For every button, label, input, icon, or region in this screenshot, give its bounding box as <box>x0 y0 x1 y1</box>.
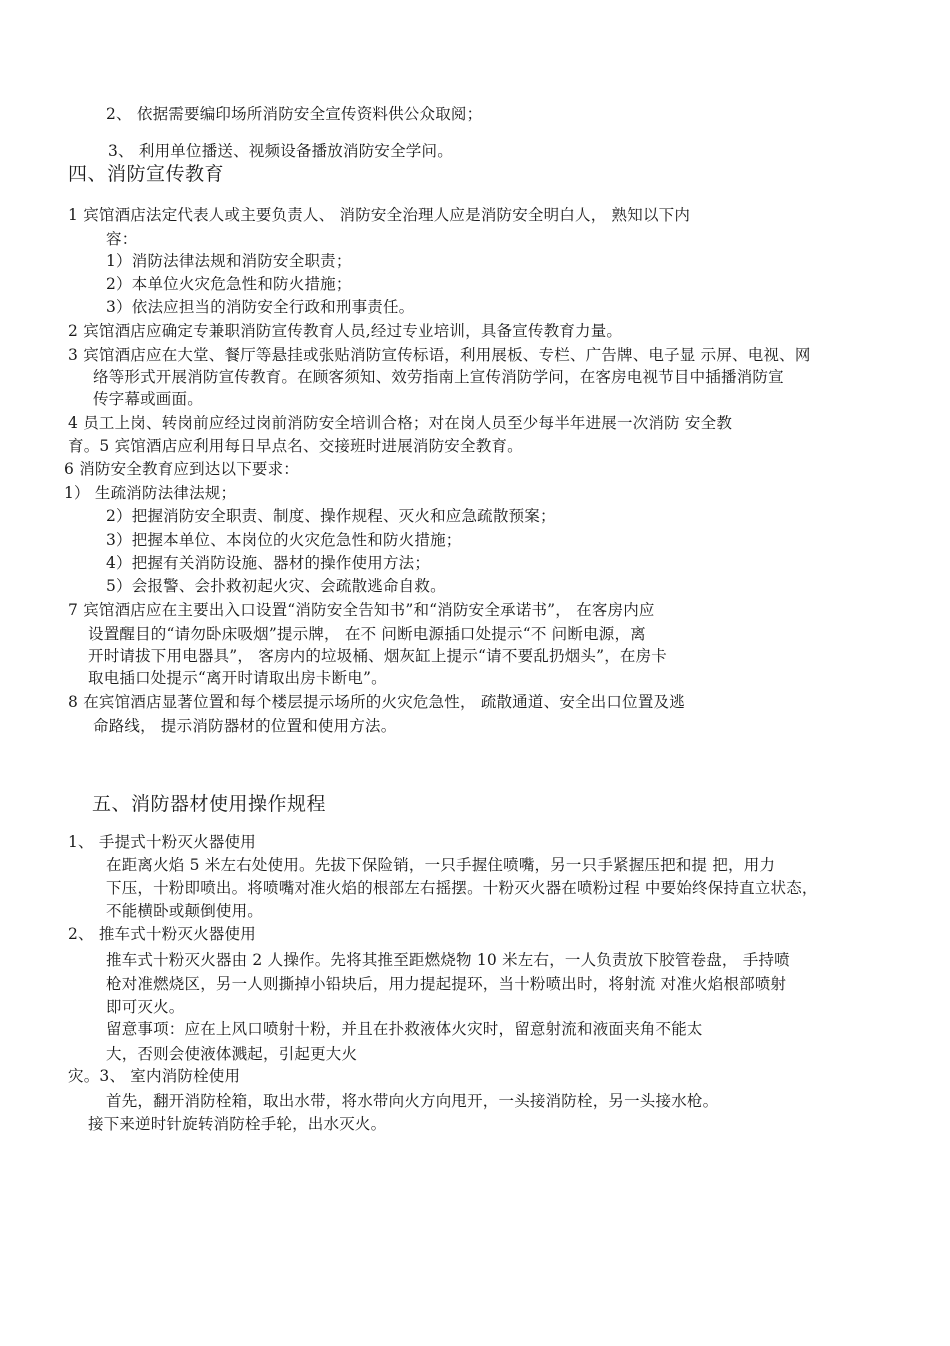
paragraph-line: 传字幕或画面。 <box>93 390 203 408</box>
list-item: 4）把握有关消防设施、器材的操作使用方法； <box>106 554 431 572</box>
section-heading: 五、消防器材使用操作规程 <box>92 793 327 815</box>
paragraph-line: 留意事项：应在上风口喷射十粉，并且在扑救液体火灾时，留意射流和液面夹角不能太 <box>106 1020 703 1038</box>
list-item-title: 灾。3、 室内消防栓使用 <box>68 1067 241 1085</box>
section-heading: 四、消防宣传教育 <box>68 163 225 185</box>
list-item: 1）消防法律法规和消防安全职责； <box>106 252 352 270</box>
list-item: 3、 利用单位播送、视频设备播放消防安全学问。 <box>108 142 453 160</box>
paragraph-line: 8 在宾馆酒店显著位置和每个楼层提示场所的火灾危急性， 疏散通道、安全出口位置及逃 <box>68 693 685 711</box>
paragraph-line: 7 宾馆酒店应在主要出入口设置“消防安全告知书”和“消防安全承诺书”， 在客房内应 <box>68 601 655 619</box>
list-item: 2）本单位火灾危急性和防火措施； <box>106 275 352 293</box>
list-item: 3）把握本单位、本岗位的火灾危急性和防火措施； <box>106 531 462 549</box>
paragraph-line: 开时请拔下用电器具”， 客房内的垃圾桶、烟灰缸上提示“请不要乱扔烟头”，在房卡 <box>88 647 668 665</box>
paragraph-line: 接下来逆时针旋转消防栓手轮，出水灭火。 <box>88 1115 387 1133</box>
paragraph-line: 命路线， 提示消防器材的位置和使用方法。 <box>93 717 397 735</box>
paragraph-line: 4 员工上岗、转岗前应经过岗前消防安全培训合格；对在岗人员至少每半年进展一次消防 安全教 <box>68 414 733 432</box>
list-item: 3）依法应担当的消防安全行政和刑事责任。 <box>106 298 415 316</box>
paragraph-line: 即可灭火。 <box>106 998 185 1016</box>
list-item-title: 2、 推车式十粉灭火器使用 <box>68 925 256 943</box>
paragraph-line: 推车式十粉灭火器由 2 人操作。先将其推至距燃烧物 10 米左右，一人负责放下胶管卷盘， 手持喷 <box>106 951 790 969</box>
list-item: 2）把握消防安全职责、制度、操作规程、灭火和应急疏散预案； <box>106 507 556 525</box>
paragraph-line: 6 消防安全教育应到达以下要求： <box>64 460 299 478</box>
paragraph-line: 枪对准燃烧区，另一人则撕掉小铅块后，用力提起提环，当十粉喷出时，将射流 对准火焰根部喷射 <box>106 975 787 993</box>
list-item: 2、 依据需要编印场所消防安全宣传资料供公众取阅； <box>106 105 483 123</box>
list-item: 1） 生疏消防法律法规； <box>64 484 237 502</box>
list-item: 5）会报警、会扑救初起火灾、会疏散逃命自救。 <box>106 577 446 595</box>
paragraph-line: 3 宾馆酒店应在大堂、餐厅等悬挂或张贴消防宣传标语，利用展板、专栏、广告牌、电子显 示屏、电视、网 <box>68 346 811 364</box>
paragraph-line: 2 宾馆酒店应确定专兼职消防宣传教育人员,经过专业培训，具备宣传教育力量。 <box>68 322 623 340</box>
paragraph-line: 育。5 宾馆酒店应利用每日早点名、交接班时进展消防安全教育。 <box>68 437 523 455</box>
paragraph-line: 在距离火焰 5 米左右处使用。先拔下保险销，一只手握住喷嘴，另一只手紧握压把和提 把，用力 <box>106 856 776 874</box>
list-item-title: 1、 手提式十粉灭火器使用 <box>68 833 256 851</box>
paragraph-line: 容： <box>106 230 138 248</box>
paragraph-line: 1 宾馆酒店法定代表人或主要负责人、 消防安全治理人应是消防安全明白人， 熟知以下内 <box>68 206 691 224</box>
paragraph-line: 首先，翻开消防栓箱，取出水带，将水带向火方向甩开，一头接消防栓，另一头接水枪。 <box>106 1092 719 1110</box>
paragraph-line: 下压，十粉即喷出。将喷嘴对准火焰的根部左右摇摆。十粉灭火器在喷粉过程 中要始终保持直立状态， <box>106 879 818 897</box>
paragraph-line: 取电插口处提示“离开时请取出房卡断电”。 <box>88 669 387 687</box>
paragraph-line: 不能横卧或颠倒使用。 <box>106 902 264 920</box>
paragraph-line: 络等形式开展消防宣传教育。在顾客须知、效劳指南上宣传消防学问，在客房电视节目中插播消防宣 <box>93 368 784 386</box>
paragraph-line: 大，否则会使液体溅起，引起更大火 <box>106 1045 358 1063</box>
paragraph-line: 设置醒目的“请勿卧床吸烟”提示牌， 在不 问断电源插口处提示“不 问断电源，离 <box>88 625 646 643</box>
